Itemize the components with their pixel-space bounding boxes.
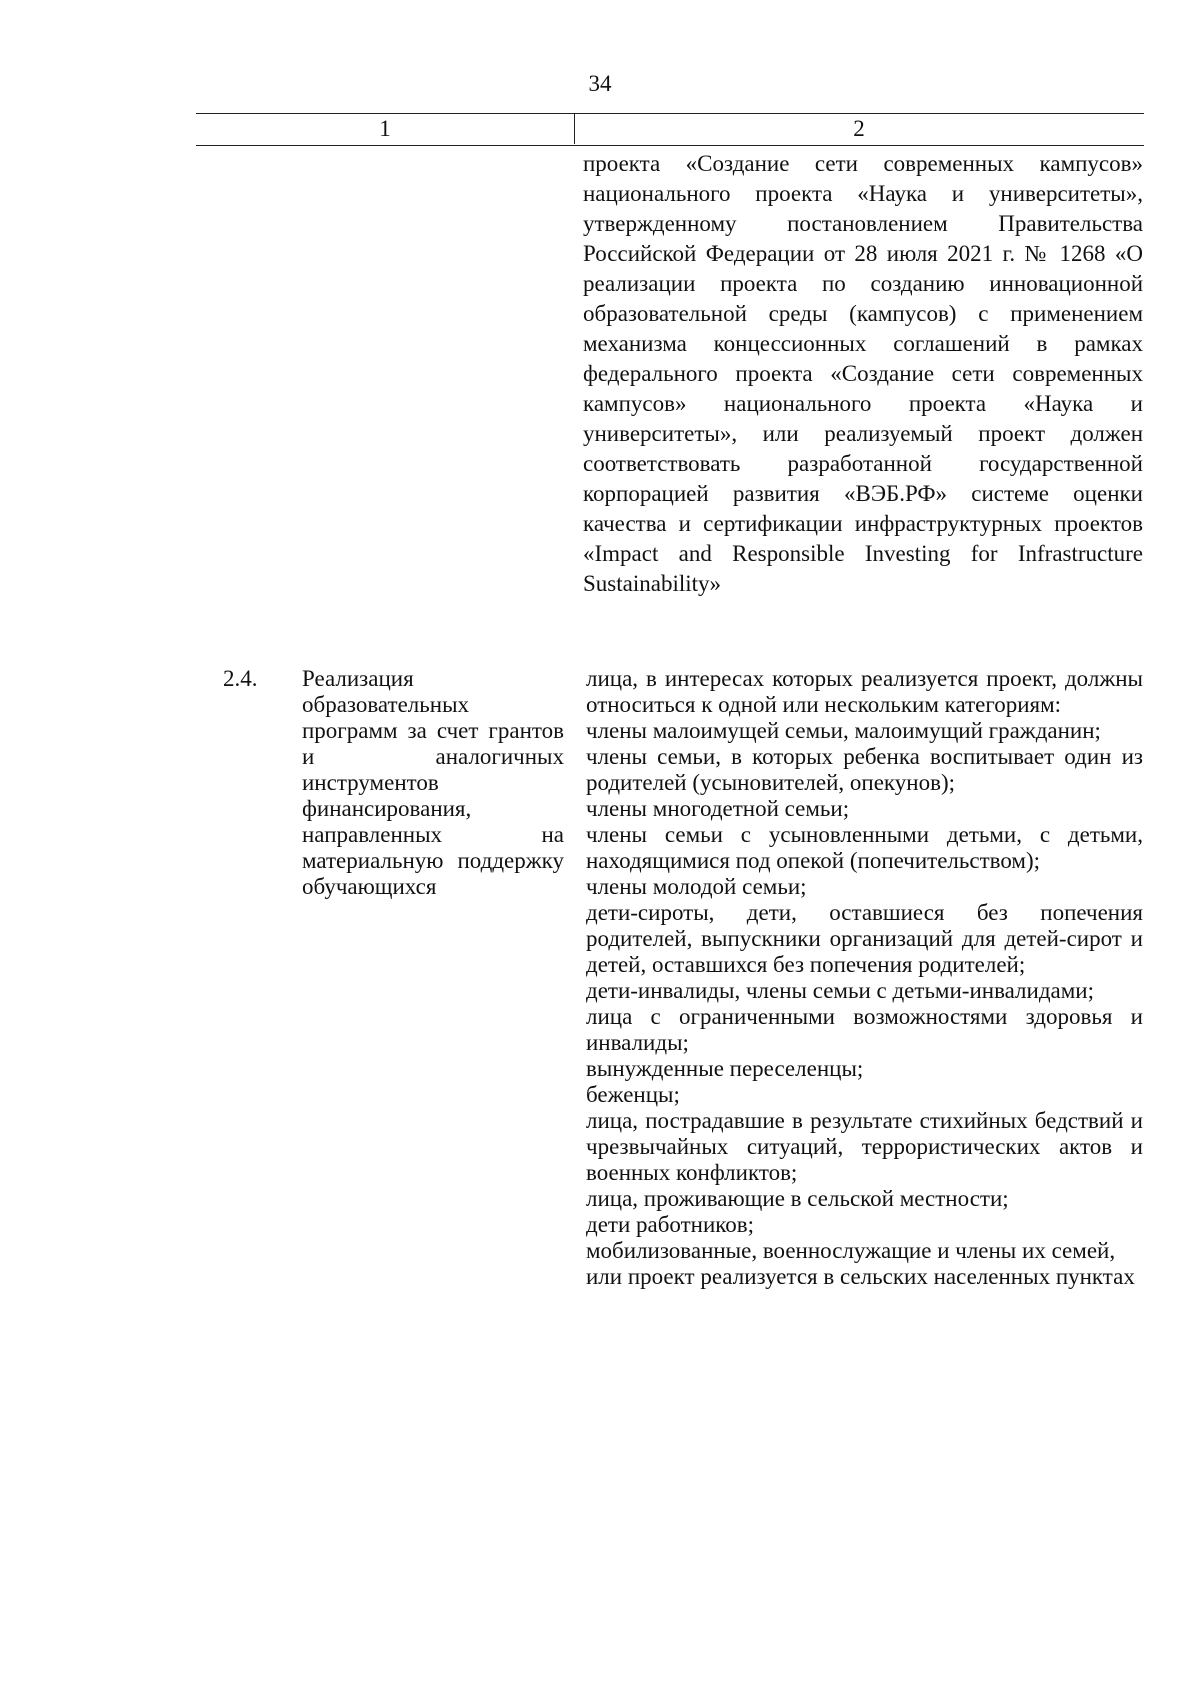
criteria-item: члены малоимущей семьи, малоимущий гражданин; xyxy=(586,718,1101,743)
criteria-item: лица с ограниченными возможностями здоровья и инвалиды; xyxy=(586,1004,1143,1055)
continuation-text: проекта «Создание сети современных кампусов» национального проекта «Наука и университеты», утвержденному постановлением Правительства Российской Федерации от 28 июля 2021 г. № 1268 «О реализации проекта по созданию инновационной образовательной среды (кампусов) с применением механизма концессионных соглашений в рамках федерального проекта «Создание сети современных кампусов» национального проекта «Наука и университеты», или реализуемый проект должен соответствовать разработанной государственной корпорацией развития «ВЭБ.РФ» системе оценки качества и сертификации инфраструктурных проектов «Impact and Responsible Investing for Infrastructure Sustainability» xyxy=(583,151,1143,596)
criteria-item: дети работников; xyxy=(586,1212,755,1237)
criteria-item: члены семьи, в которых ребенка воспитывает один из родителей (усыновителей, опекунов); xyxy=(586,744,1143,795)
page-number: 34 xyxy=(588,71,612,96)
criteria-list xyxy=(586,666,1143,1290)
row-title: Реализация образовательных программ за счет грантов и аналогичных инструментов финансирования, направленных на материальную поддержку обучающихся xyxy=(302,666,564,899)
criteria-item: дети-сироты, дети, оставшиеся без попечения родителей, выпускники организаций для детей-сирот и детей, оставшихся без попечения родителей; xyxy=(586,900,1143,977)
criteria-item: члены многодетной семьи; xyxy=(586,796,850,821)
criteria-item: члены молодой семьи; xyxy=(586,874,807,899)
row-number: 2.4. xyxy=(223,666,258,691)
criteria-item: члены семьи с усыновленными детьми, с детьми, находящимися под опекой (попечительством); xyxy=(586,822,1143,873)
criteria-item: мобилизованные, военнослужащие и члены их семей, xyxy=(586,1238,1116,1263)
criteria-item: лица, в интересах которых реализуется проект, должны относиться к одной или нескольким категориям: xyxy=(586,666,1143,717)
criteria-item: лица, пострадавшие в результате стихийных бедствий и чрезвычайных ситуаций, террористических актов и военных конфликтов; xyxy=(586,1108,1143,1185)
table-header-row xyxy=(196,113,1144,146)
criteria-item: или проект реализуется в сельских населенных пунктах xyxy=(586,1264,1135,1289)
criteria-item: дети-инвалиды, члены семьи с детьми-инвалидами; xyxy=(586,978,1094,1003)
column-1-header: 1 xyxy=(379,116,391,141)
column-2-header: 2 xyxy=(853,116,865,141)
criteria-item: вынужденные переселенцы; xyxy=(586,1056,864,1081)
criteria-item: беженцы; xyxy=(586,1082,680,1107)
criteria-item: лица, проживающие в сельской местности; xyxy=(586,1186,1009,1211)
